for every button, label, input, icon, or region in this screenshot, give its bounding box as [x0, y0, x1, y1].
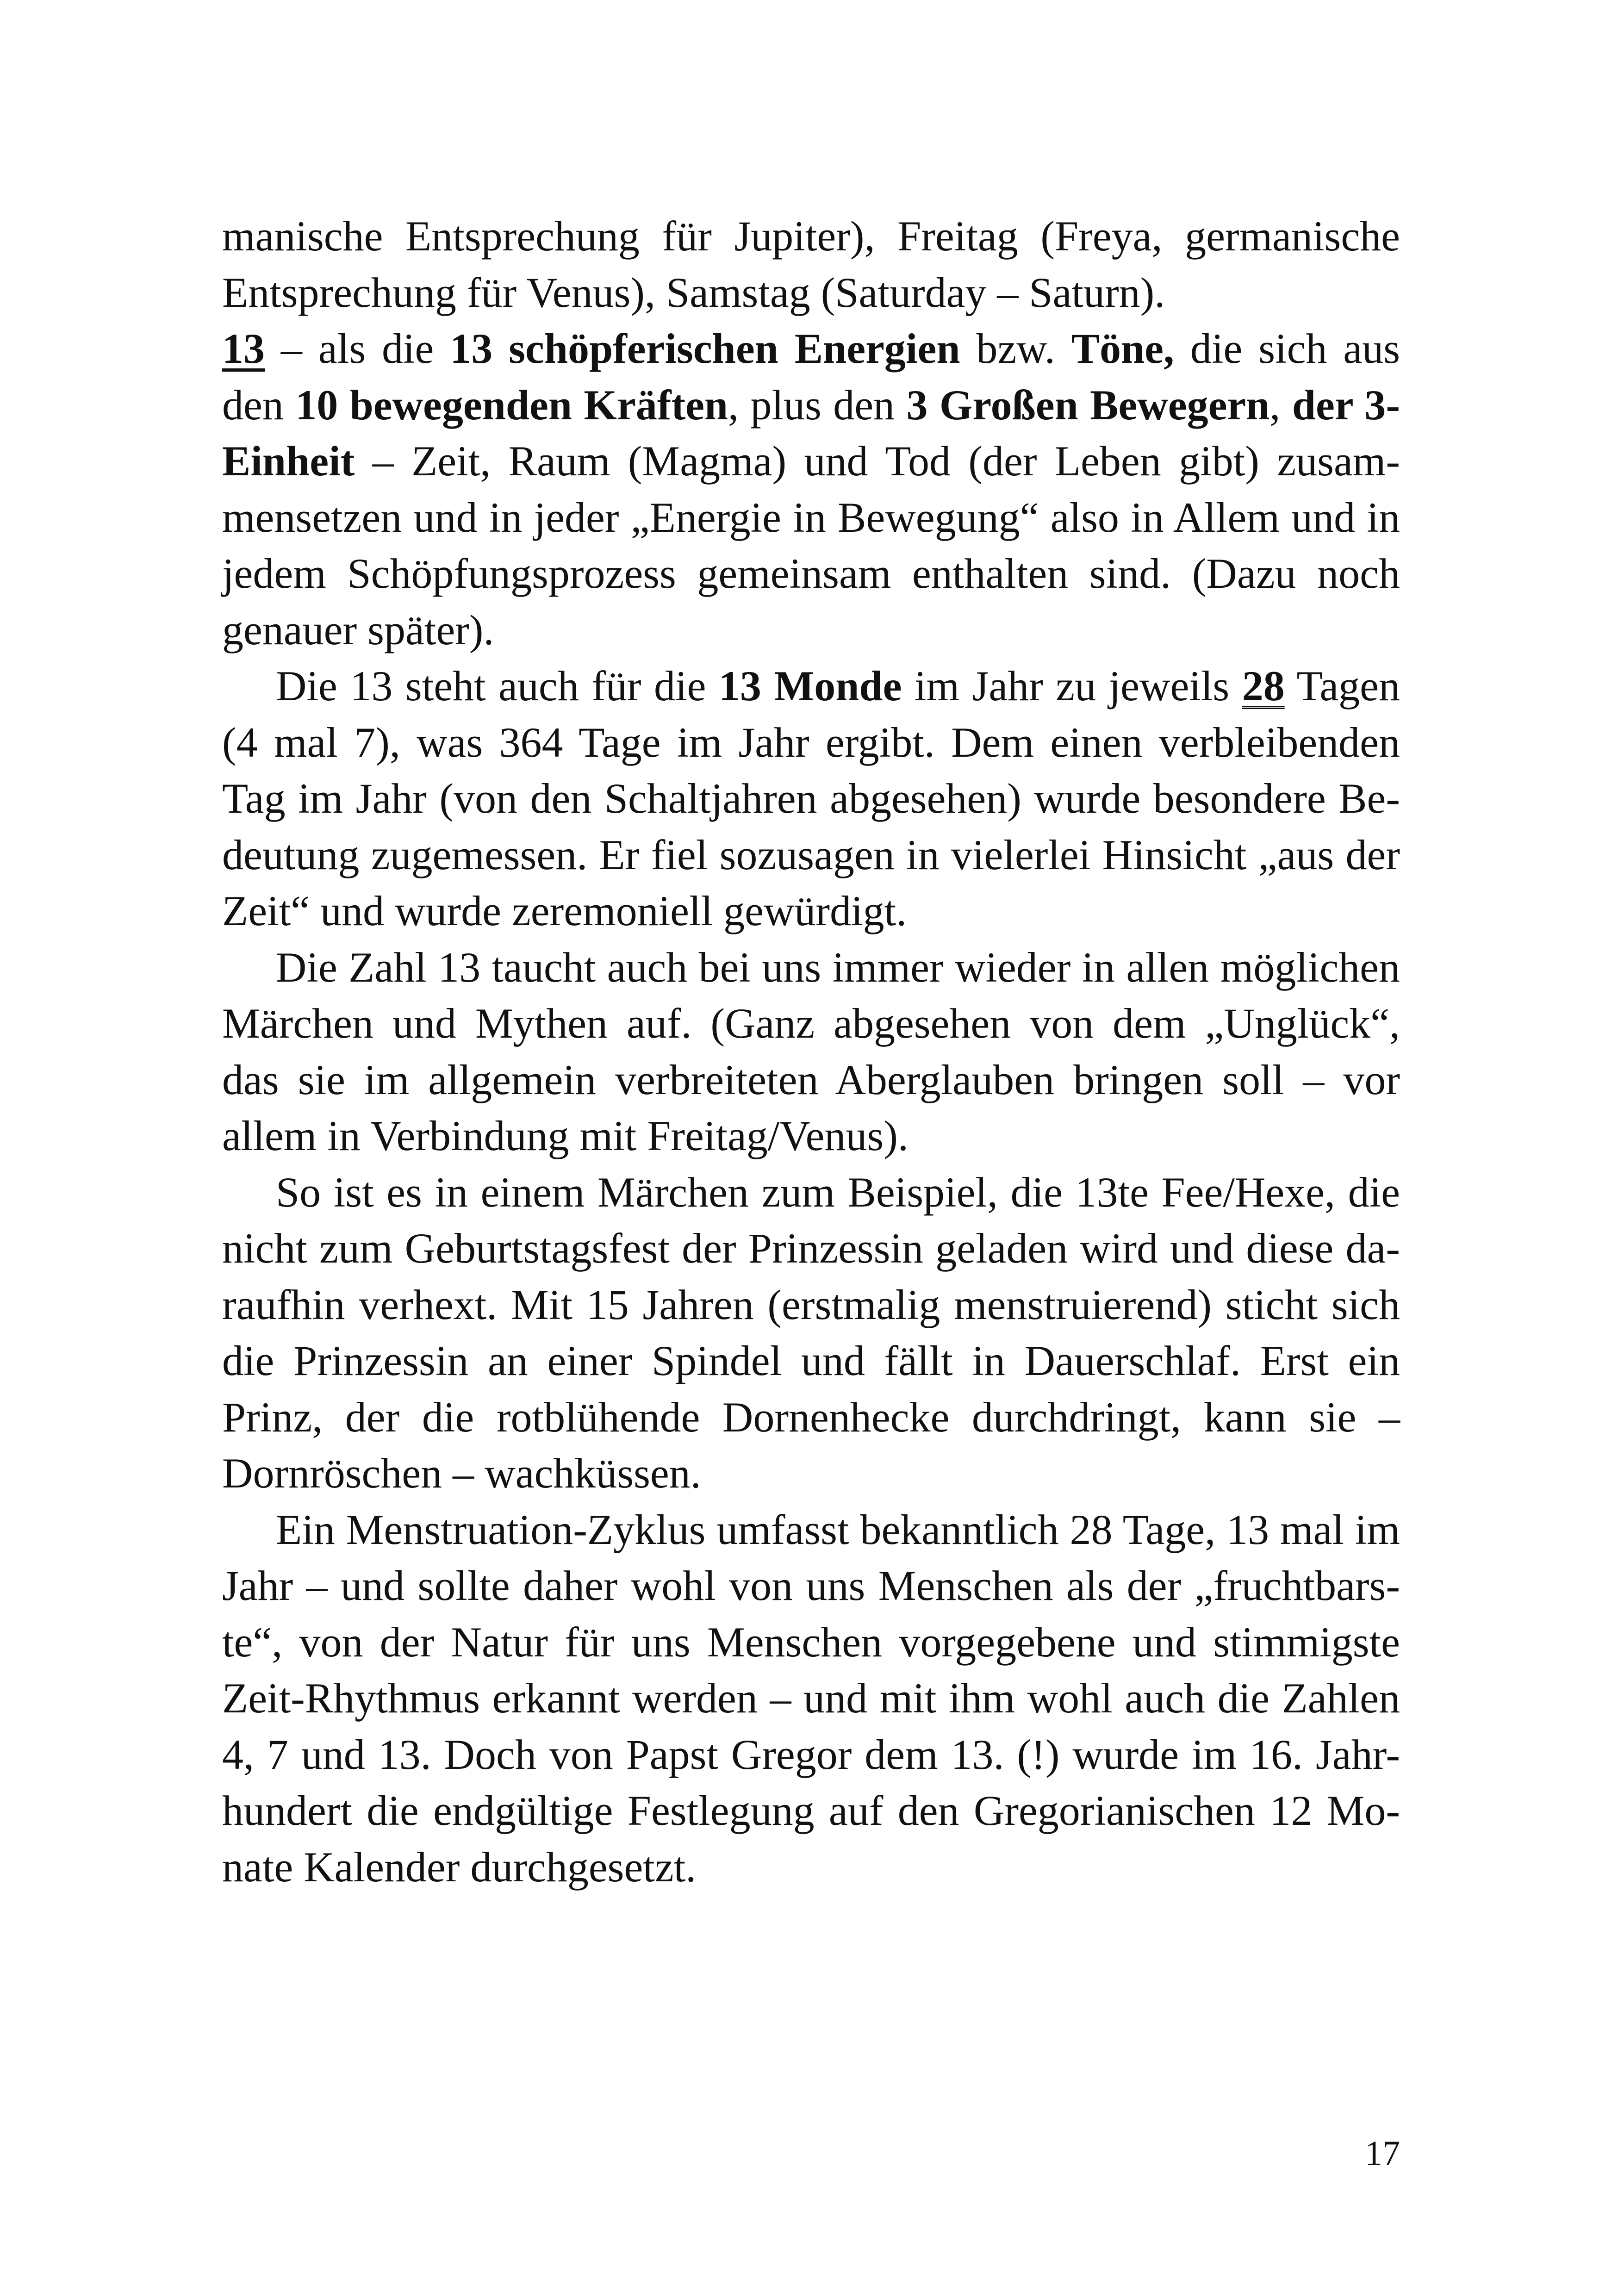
- paragraph-2: [222, 321, 1400, 658]
- paragraph-5: [222, 1164, 1400, 1502]
- text-span: bzw.: [960, 325, 1071, 372]
- number-28-underlined: 28: [1242, 662, 1285, 709]
- text-span: die sich aus den: [222, 325, 1400, 429]
- text-span: , plus den: [728, 381, 907, 429]
- bold-phrase: 3 Großen Bewegern: [906, 381, 1270, 429]
- paragraph-6-text: Ein Menstruation-Zyklus umfasst bekanntlich 28 Tage, 13 mal im Jahr – und sollte daher wohl von uns Menschen als der „fruchtbars-te“, von der Natur für uns Menschen vorgegebene und stimmigste Zeit-Rhythmus erkannt werden – und mit ihm wohl auch die Zahlen 4, 7 und 13. Doch von Papst Gregor dem 13. (!) wurde im 16. Jahr-hundert die endgültige Festlegung auf den Gregorianischen 12 Mo-nate Kalender durchgesetzt.: [222, 1506, 1400, 1891]
- bold-phrase: 10 bewegenden Kräften: [295, 381, 728, 429]
- text-span: im Jahr zu jeweils: [902, 662, 1242, 709]
- page-number: 17: [1365, 2134, 1400, 2173]
- bold-phrase: 13 schöpferischen Energien: [450, 325, 960, 372]
- text-span: – Zeit, Raum (Magma) und Tod (der Leben gibt) zusam-mensetzen und in jeder „Energie in Bewegung“ also in Allem und in jedem Schöpfungsprozess gemeinsam enthalten sind. (Dazu noch genauer später).: [222, 437, 1400, 653]
- paragraph-1-text: manische Entsprechung für Jupiter), Freitag (Freya, germanische Entsprechung für Venus), Samstag (Saturday – Saturn).: [222, 212, 1400, 316]
- text-span: ,: [1270, 381, 1292, 429]
- page-body: [222, 208, 1400, 1895]
- text-span: – als die: [265, 325, 450, 372]
- paragraph-3: [222, 658, 1400, 940]
- bold-phrase: 13 Monde: [718, 662, 902, 709]
- number-13-underlined: 13: [222, 325, 265, 372]
- paragraph-4-text: Die Zahl 13 taucht auch bei uns immer wieder in allen möglichen Märchen und Mythen auf. (Ganz abgesehen von dem „Unglück“, das sie im allgemein verbreiteten Aberglauben bringen soll – vor allem in Verbindung mit Freitag/Venus).: [222, 943, 1400, 1159]
- paragraph-6: [222, 1502, 1400, 1896]
- paragraph-4: [222, 940, 1400, 1164]
- text-span: Tagen (4 mal 7), was 364 Tage im Jahr ergibt. Dem einen verbleibenden Tag im Jahr (von den Schaltjahren abgesehen) wurde besondere Be-deutung zugemessen. Er fiel sozusagen in vielerlei Hinsicht „aus der Zeit“ und wurde zeremoniell gewürdigt.: [222, 662, 1400, 934]
- paragraph-5-text: So ist es in einem Märchen zum Beispiel, die 13te Fee/Hexe, die nicht zum Geburtstagsfest der Prinzessin geladen wird und diese da-raufhin verhext. Mit 15 Jahren (erstmalig menstruierend) sticht sich die Prinzessin an einer Spindel und fällt in Dauerschlaf. Erst ein Prinz, der die rotblühende Dornenhecke durchdringt, kann sie – Dornröschen – wachküssen.: [222, 1168, 1400, 1497]
- text-span: Die 13 steht auch für die: [276, 662, 719, 709]
- bold-phrase: Töne,: [1071, 325, 1175, 372]
- bold-phrase: der 3-Einheit: [222, 381, 1400, 485]
- paragraph-1: [222, 208, 1400, 321]
